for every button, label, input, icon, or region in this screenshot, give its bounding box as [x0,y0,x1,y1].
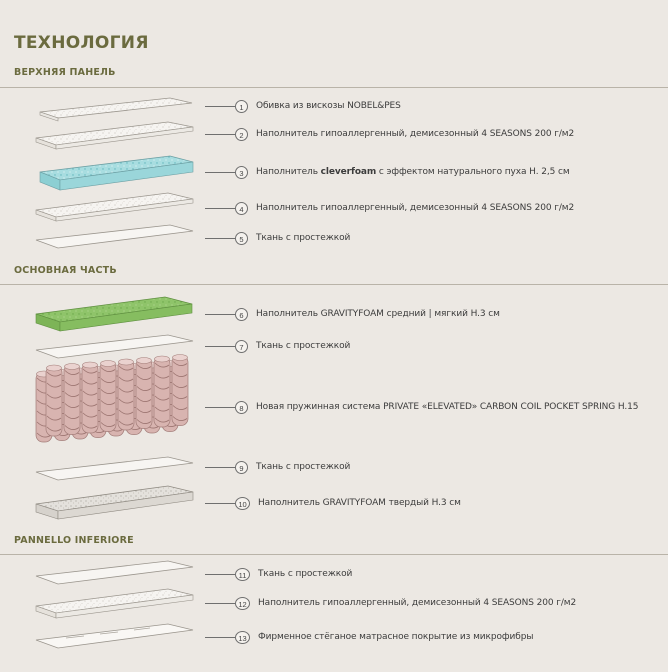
quilted-fabric-layer [36,561,193,584]
layer-label-4 [205,201,574,215]
leader-line [205,238,235,239]
leader-line [205,346,235,347]
layer-description: Фирменное стёганое матрасное покрытие из микрофибры [258,632,534,642]
layer-number-badge: 5 [235,232,248,245]
spring-coil [118,359,134,430]
microfiber-cover-layer [36,624,193,648]
layer-label-3 [205,165,570,179]
layer-number-badge: 4 [235,202,248,215]
spring-coil [136,358,152,429]
quilted-fabric-layer [36,335,193,358]
layer-label-12 [205,596,576,610]
leader-line [205,208,235,209]
viscose-cover-layer [40,98,192,121]
section-heading-top-panel: ВЕРХНЯЯ ПАНЕЛЬ [14,67,116,78]
layer-number-badge: 10 [235,497,250,510]
layer-description: Ткань с простежкой [256,341,351,351]
layer-description: Наполнитель гипоаллергенный, демисезонный 4 SEASONS 200 г/м2 [256,203,575,213]
gravityfoam-soft-layer [36,297,192,331]
layer-label-11 [205,567,352,581]
spring-coil [100,361,116,432]
filler-layer [36,193,193,221]
layer-description: Ткань с простежкой [256,462,351,472]
leader-line [205,637,235,638]
leader-line [205,467,235,468]
layer-number-badge: 3 [235,166,248,179]
leader-line [205,172,235,173]
layer-label-9 [205,460,350,474]
spring-coil [154,356,170,427]
layer-label-6 [205,307,500,321]
layer-description: Наполнитель гипоаллергенный, демисезонный 4 SEASONS 200 г/м2 [258,598,577,608]
section-heading-bottom-panel: PANNELLO INFERIORE [14,535,134,546]
cleverfoam-brand: cleverfoam [320,167,377,177]
layer-label-7 [205,339,350,353]
leader-line [205,407,235,408]
leader-line [205,574,235,575]
layer-number-badge: 2 [235,128,248,141]
layer-label-1 [205,99,401,113]
layer-description: Обивка из вискозы NOBEL&PES [256,101,401,111]
leader-line [205,314,235,315]
leader-line [205,503,235,504]
layer-label-13 [205,630,533,644]
page-title: ТЕХНОЛОГИЯ [14,33,149,53]
leader-line [205,603,235,604]
layer-number-badge: 9 [235,461,248,474]
layer-label-2 [205,127,574,141]
filler-layer [36,122,193,149]
layer-number-badge: 12 [235,597,250,610]
layer-description: Наполнитель cleverfoam с эффектом натурального пуха H. 2,5 см [256,167,570,177]
pocket-spring-block [36,355,188,443]
spring-coil [172,355,188,426]
gravityfoam-firm-layer [36,486,193,519]
cleverfoam-layer [40,156,193,190]
section-heading-core: ОСНОВНАЯ ЧАСТЬ [14,265,117,276]
spring-coil [64,364,80,435]
filler-layer [36,589,193,618]
layer-description: Наполнитель GRAVITYFOAM твердый H.3 см [258,498,461,508]
layer-number-badge: 6 [235,308,248,321]
quilted-fabric-layer [36,225,193,248]
layer-number-badge: 8 [235,401,248,414]
layer-description: Ткань с простежкой [256,233,351,243]
layer-description: Наполнитель GRAVITYFOAM средний | мягкий H.3 см [256,309,500,319]
layer-description: Новая пружинная система PRIVATE «ELEVATED» CARBON COIL POCKET SPRING H.15 [256,402,639,412]
layer-label-5 [205,231,350,245]
layer-description: Наполнитель гипоаллергенный, демисезонный 4 SEASONS 200 г/м2 [256,129,575,139]
layer-number-badge: 11 [235,568,250,581]
spring-coil [46,365,62,436]
layer-number-badge: 7 [235,340,248,353]
layer-number-badge: 1 [235,100,248,113]
leader-line [205,106,235,107]
quilted-fabric-layer [36,457,193,480]
spring-coil [82,362,98,433]
layer-label-10 [205,496,461,510]
layer-number-badge: 13 [235,631,250,644]
leader-line [205,134,235,135]
layer-description: Ткань с простежкой [258,569,353,579]
layer-label-8 [205,400,638,414]
